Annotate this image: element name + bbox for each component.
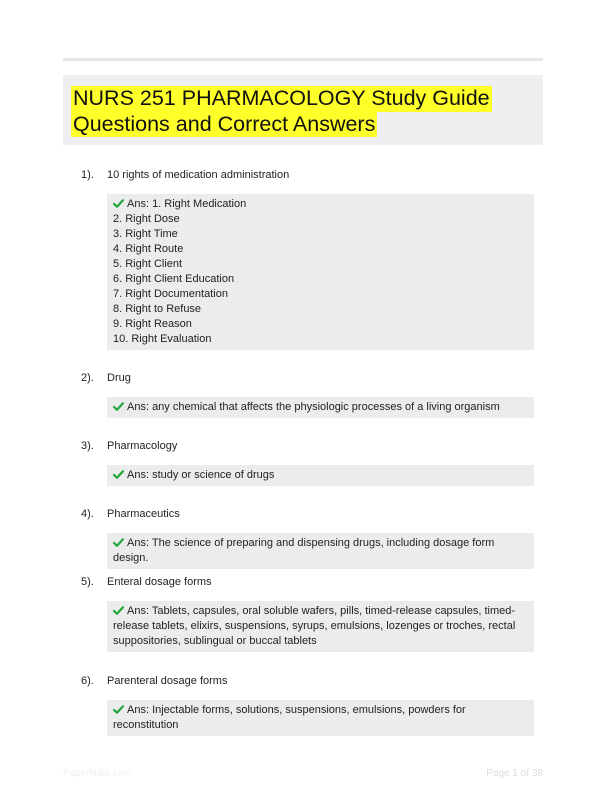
question-text: Parenteral dosage forms	[107, 675, 228, 687]
question-number: 5).	[81, 576, 94, 588]
answer-box	[107, 465, 534, 486]
checkmark-icon	[113, 402, 124, 411]
checkmark-icon	[113, 538, 124, 547]
question-number: 2).	[81, 372, 94, 384]
answer-line	[113, 332, 528, 347]
answer-text: Ans: Injectable forms, solutions, suspensions, emulsions, powders for reconstitution	[113, 704, 466, 731]
answer-line	[113, 212, 528, 227]
answer-text: 9. Right Reason	[113, 318, 192, 330]
answer-box	[107, 700, 534, 736]
answer-text: 3. Right Time	[113, 228, 178, 240]
answer-line	[113, 242, 528, 257]
answer-line	[113, 272, 528, 287]
answer-text: 6. Right Client Education	[113, 273, 235, 285]
answer-text: 5. Right Client	[113, 258, 183, 270]
answer-line	[113, 468, 528, 483]
answer-text: Ans: 1. Right Medication	[127, 198, 247, 210]
question-number: 6).	[81, 675, 94, 687]
answer-line	[113, 257, 528, 272]
answer-text: Ans: Tablets, capsules, oral soluble wafers, pills, timed-release capsules, timed-	[127, 605, 516, 617]
title-line-2: Questions and Correct Answers	[73, 111, 376, 136]
answer-text: release tablets, elixirs, suspensions, syrups, emulsions, lozenges or troches, rectal	[113, 620, 516, 632]
checkmark-icon	[113, 705, 124, 714]
answer-text: 4. Right Route	[113, 243, 184, 255]
answer-line	[113, 634, 528, 649]
answer-text: 2. Right Dose	[113, 213, 180, 225]
footer-site: PaperNibb.com	[63, 768, 132, 779]
answer-line	[113, 227, 528, 242]
answer-line	[113, 287, 528, 302]
answer-line	[113, 619, 528, 634]
answer-text: 8. Right to Refuse	[113, 303, 202, 315]
answer-box	[107, 194, 534, 350]
answer-line	[113, 197, 528, 212]
answer-line	[113, 536, 528, 566]
question-text: Drug	[107, 372, 131, 384]
checkmark-icon	[113, 606, 124, 615]
answer-text: Ans: study or science of drugs	[127, 469, 275, 481]
top-divider	[63, 58, 543, 61]
answer-line	[113, 604, 528, 619]
answer-box	[107, 533, 534, 569]
answer-text: Ans: The science of preparing and dispensing drugs, including dosage form design.	[113, 537, 495, 564]
title-box	[63, 75, 543, 145]
answer-text: suppositories, sublingual or buccal tablets	[113, 635, 317, 647]
question-text: Pharmacology	[107, 440, 178, 452]
question-text: 10 rights of medication administration	[107, 169, 290, 181]
question-number: 3).	[81, 440, 94, 452]
checkmark-icon	[113, 470, 124, 479]
question-text: Enteral dosage forms	[107, 576, 212, 588]
checkmark-icon	[113, 199, 124, 208]
answer-text: 7. Right Documentation	[113, 288, 228, 300]
page-title	[71, 86, 543, 137]
answer-text: Ans: any chemical that affects the physiologic processes of a living organism	[127, 401, 500, 413]
answer-text: 10. Right Evaluation	[113, 333, 212, 345]
title-line-1: NURS 251 PHARMACOLOGY Study Guide	[73, 86, 490, 110]
answer-line	[113, 302, 528, 317]
question-number: 4).	[81, 508, 94, 520]
question-text: Pharmaceutics	[107, 508, 180, 520]
answer-line	[113, 400, 528, 415]
footer-page-number: Page 1 of 38	[486, 768, 543, 779]
answer-box	[107, 397, 534, 418]
answer-line	[113, 317, 528, 332]
question-number: 1).	[81, 169, 94, 181]
answer-box	[107, 601, 534, 652]
answer-line	[113, 703, 528, 733]
